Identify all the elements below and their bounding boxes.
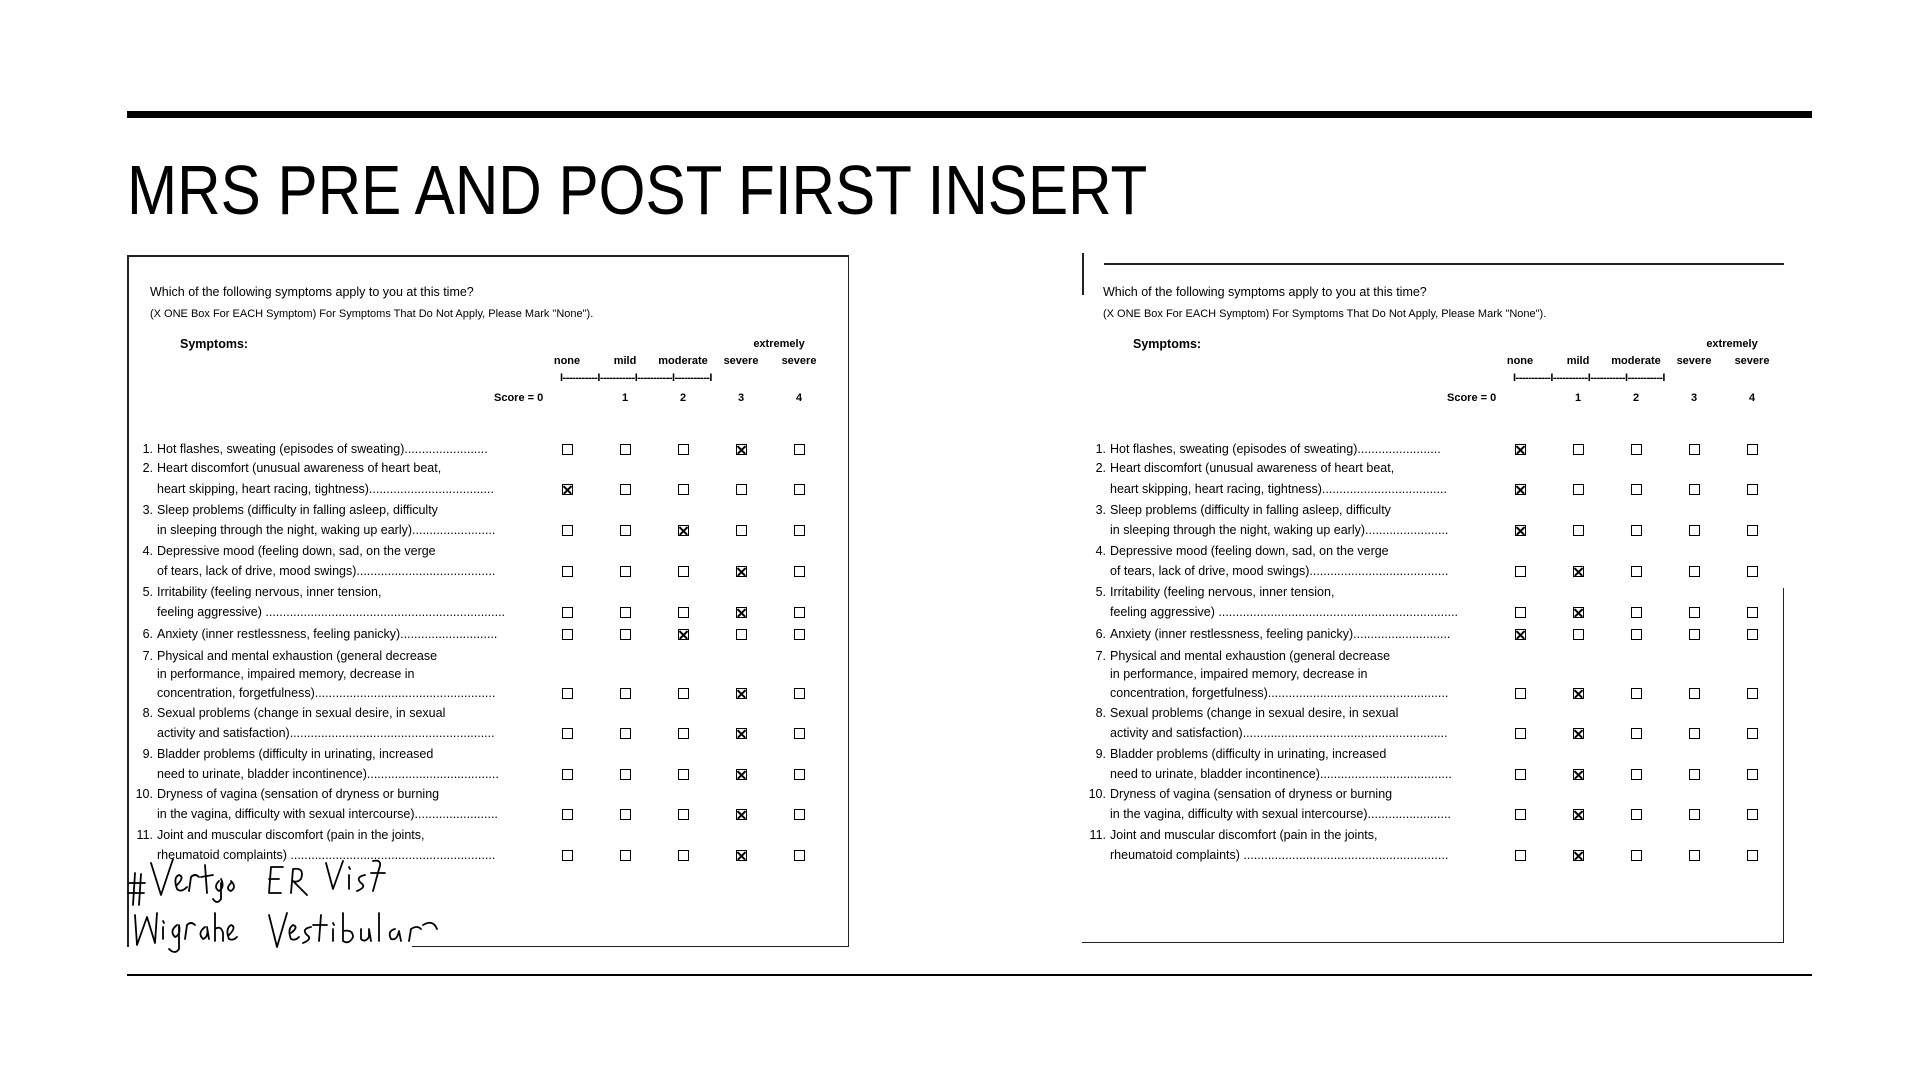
checkbox[interactable] [794, 769, 805, 780]
checkbox[interactable] [562, 809, 573, 820]
scale-label: mild [1566, 355, 1590, 367]
checkbox-checked[interactable] [1515, 629, 1526, 640]
item-number: 2. [142, 461, 153, 475]
post-questionnaire-scan [1082, 253, 1784, 943]
item-number: 8. [142, 706, 153, 720]
checkbox[interactable] [1631, 769, 1642, 780]
score-number: 3 [737, 392, 745, 404]
checkbox[interactable] [1631, 688, 1642, 699]
checkbox[interactable] [620, 629, 631, 640]
checkbox[interactable] [1631, 607, 1642, 618]
checkbox[interactable] [562, 688, 573, 699]
checkbox[interactable] [1631, 484, 1642, 495]
checkbox[interactable] [562, 525, 573, 536]
checkbox[interactable] [794, 484, 805, 495]
item-number: 10. [135, 787, 153, 801]
item-text-line: Irritability (feeling nervous, inner tension, [157, 585, 382, 599]
scan-border-right [848, 255, 850, 947]
item-number: 7. [142, 649, 153, 663]
checkbox-checked[interactable] [736, 607, 747, 618]
checkbox[interactable] [794, 728, 805, 739]
item-text-line: heart skipping, heart racing, tightness).................................... [1110, 482, 1447, 496]
checkbox[interactable] [1747, 566, 1758, 577]
checkbox[interactable] [1689, 484, 1700, 495]
checkbox[interactable] [620, 728, 631, 739]
item-number: 4. [1095, 544, 1106, 558]
checkbox[interactable] [1631, 850, 1642, 861]
bottom-rule [127, 974, 1812, 976]
item-text-line: in performance, impaired memory, decrease in [157, 667, 415, 681]
score-label: Score = 0 [494, 392, 544, 404]
item-text-line: in the vagina, difficulty with sexual intercourse)........................ [157, 807, 498, 821]
checkbox[interactable] [1515, 809, 1526, 820]
item-text-line: in sleeping through the night, waking up early)........................ [157, 523, 496, 537]
checkbox[interactable] [1747, 525, 1758, 536]
scan-border-bottom [1082, 942, 1784, 944]
item-text-line: Dryness of vagina (sensation of dryness or burning [1110, 787, 1393, 801]
item-text-line: Physical and mental exhaustion (general decrease [1110, 649, 1391, 663]
item-number: 3. [1095, 503, 1106, 517]
checkbox[interactable] [1747, 728, 1758, 739]
item-text-line: Anxiety (inner restlessness, feeling panicky)............................ [157, 627, 498, 641]
scale-line: I-----------I-----------I-----------I-----------I [1513, 372, 1665, 384]
checkbox-checked[interactable] [1573, 809, 1584, 820]
handwritten-note [121, 853, 461, 963]
checkbox[interactable] [736, 484, 747, 495]
score-number: 4 [795, 392, 803, 404]
item-text-line: Anxiety (inner restlessness, feeling panicky)............................ [1110, 627, 1451, 641]
item-text-line: Depressive mood (feeling down, sad, on the verge [157, 544, 436, 558]
checkbox[interactable] [620, 607, 631, 618]
item-text-line: Joint and muscular discomfort (pain in the joints, [157, 828, 425, 842]
checkbox[interactable] [562, 629, 573, 640]
checkbox-checked[interactable] [736, 444, 747, 455]
checkbox[interactable] [1573, 629, 1584, 640]
item-text-line: concentration, forgetfulness).................................................... [1110, 686, 1449, 700]
checkbox[interactable] [1747, 688, 1758, 699]
checkbox[interactable] [620, 688, 631, 699]
form-question: Which of the following symptoms apply to you at this time? [1103, 285, 1427, 299]
checkbox[interactable] [1689, 850, 1700, 861]
checkbox[interactable] [1689, 728, 1700, 739]
checkbox[interactable] [620, 566, 631, 577]
checkbox[interactable] [1747, 484, 1758, 495]
scale-label: none [1506, 355, 1534, 367]
checkbox-checked[interactable] [1573, 728, 1584, 739]
scan-border-right [1783, 588, 1785, 943]
item-text-line: of tears, lack of drive, mood swings)........................................ [1110, 564, 1449, 578]
checkbox[interactable] [1631, 728, 1642, 739]
checkbox[interactable] [678, 688, 689, 699]
item-text-line: Heart discomfort (unusual awareness of heart beat, [157, 461, 442, 475]
item-text-line: Joint and muscular discomfort (pain in the joints, [1110, 828, 1378, 842]
item-text-line: Dryness of vagina (sensation of dryness or burning [157, 787, 440, 801]
checkbox-checked[interactable] [736, 688, 747, 699]
checkbox[interactable] [1689, 607, 1700, 618]
scale-label: severe [781, 355, 817, 367]
item-number: 11. [1089, 828, 1106, 842]
checkbox[interactable] [620, 444, 631, 455]
checkbox[interactable] [1747, 629, 1758, 640]
checkbox[interactable] [678, 566, 689, 577]
scale-label: severe [1734, 355, 1770, 367]
item-number: 4. [142, 544, 153, 558]
item-text-line: rheumatoid complaints) ........................................................... [1110, 848, 1449, 862]
checkbox-checked[interactable] [1573, 850, 1584, 861]
item-number: 9. [142, 747, 153, 761]
item-text-line: in sleeping through the night, waking up early)........................ [1110, 523, 1449, 537]
checkbox[interactable] [678, 769, 689, 780]
symptoms-heading: Symptoms: [180, 337, 249, 351]
item-number: 6. [1095, 627, 1106, 641]
item-text-line: Physical and mental exhaustion (general decrease [157, 649, 438, 663]
checkbox[interactable] [1573, 525, 1584, 536]
score-number: 1 [1574, 392, 1582, 404]
scan-border-top [1104, 263, 1784, 265]
checkbox[interactable] [1631, 629, 1642, 640]
checkbox-checked[interactable] [1573, 688, 1584, 699]
item-text-line: rheumatoid complaints) ........................................................... [157, 848, 496, 862]
scan-border-left [1082, 253, 1084, 295]
score-number: 4 [1748, 392, 1756, 404]
checkbox[interactable] [736, 525, 747, 536]
item-text-line: Hot flashes, sweating (episodes of sweating)........................ [157, 442, 488, 456]
checkbox-checked[interactable] [678, 525, 689, 536]
checkbox-checked[interactable] [1515, 484, 1526, 495]
item-text-line: Bladder problems (difficulty in urinating, increased [157, 747, 434, 761]
checkbox[interactable] [562, 607, 573, 618]
item-text-line: activity and satisfaction)........................................................... [1110, 726, 1448, 740]
checkbox[interactable] [1515, 607, 1526, 618]
item-text-line: need to urinate, bladder incontinence)...................................... [1110, 767, 1452, 781]
top-rule [127, 111, 1812, 118]
checkbox-checked[interactable] [1515, 525, 1526, 536]
checkbox[interactable] [1747, 607, 1758, 618]
checkbox[interactable] [620, 769, 631, 780]
item-number: 5. [142, 585, 153, 599]
item-number: 7. [1095, 649, 1106, 663]
item-number: 8. [1095, 706, 1106, 720]
score-number: 1 [621, 392, 629, 404]
item-text-line: in performance, impaired memory, decrease in [1110, 667, 1368, 681]
item-text-line: Sleep problems (difficulty in falling asleep, difficulty [157, 503, 438, 517]
item-text-line: feeling aggressive) ..................................................................... [157, 605, 506, 619]
checkbox[interactable] [1515, 769, 1526, 780]
checkbox[interactable] [562, 444, 573, 455]
item-text-line: Sexual problems (change in sexual desire, in sexual [1110, 706, 1399, 720]
checkbox[interactable] [1515, 566, 1526, 577]
checkbox-checked[interactable] [736, 566, 747, 577]
checkbox-checked[interactable] [1515, 444, 1526, 455]
checkbox[interactable] [794, 566, 805, 577]
score-number: 3 [1690, 392, 1698, 404]
item-text-line: need to urinate, bladder incontinence)...................................... [157, 767, 499, 781]
checkbox[interactable] [562, 850, 573, 861]
score-number: 2 [1632, 392, 1640, 404]
item-text-line: Hot flashes, sweating (episodes of sweating)........................ [1110, 442, 1441, 456]
checkbox[interactable] [1747, 769, 1758, 780]
item-number: 3. [142, 503, 153, 517]
checkbox[interactable] [678, 850, 689, 861]
checkbox[interactable] [620, 809, 631, 820]
checkbox[interactable] [1631, 444, 1642, 455]
checkbox[interactable] [1689, 629, 1700, 640]
item-text-line: activity and satisfaction)........................................................... [157, 726, 495, 740]
scale-label: severe [1676, 355, 1712, 367]
checkbox[interactable] [1689, 688, 1700, 699]
item-number: 6. [142, 627, 153, 641]
checkbox[interactable] [1689, 769, 1700, 780]
item-text-line: heart skipping, heart racing, tightness).................................... [157, 482, 494, 496]
checkbox[interactable] [678, 809, 689, 820]
score-number: 2 [679, 392, 687, 404]
item-number: 2. [1095, 461, 1106, 475]
item-number: 1. [1095, 442, 1106, 456]
form-question: Which of the following symptoms apply to you at this time? [150, 285, 474, 299]
checkbox[interactable] [1515, 850, 1526, 861]
scan-border-left [127, 255, 129, 947]
scale-label: moderate [1611, 355, 1661, 367]
checkbox[interactable] [678, 728, 689, 739]
checkbox[interactable] [736, 629, 747, 640]
checkbox[interactable] [678, 444, 689, 455]
checkbox[interactable] [1689, 566, 1700, 577]
checkbox[interactable] [620, 850, 631, 861]
item-text-line: Sexual problems (change in sexual desire, in sexual [157, 706, 446, 720]
scan-border-top [127, 255, 849, 257]
checkbox-checked[interactable] [1573, 607, 1584, 618]
form-instructions: (X ONE Box For EACH Symptom) For Symptoms That Do Not Apply, Please Mark "None"). [150, 308, 594, 320]
checkbox[interactable] [1573, 444, 1584, 455]
item-text-line: Heart discomfort (unusual awareness of heart beat, [1110, 461, 1395, 475]
checkbox[interactable] [1747, 809, 1758, 820]
form-instructions: (X ONE Box For EACH Symptom) For Symptoms That Do Not Apply, Please Mark "None"). [1103, 308, 1547, 320]
checkbox[interactable] [794, 444, 805, 455]
checkbox[interactable] [794, 607, 805, 618]
checkbox[interactable] [562, 566, 573, 577]
checkbox[interactable] [794, 688, 805, 699]
checkbox[interactable] [562, 769, 573, 780]
pre-questionnaire-scan [127, 255, 849, 947]
checkbox[interactable] [1747, 444, 1758, 455]
item-text-line: Irritability (feeling nervous, inner tension, [1110, 585, 1335, 599]
checkbox-checked[interactable] [736, 728, 747, 739]
checkbox[interactable] [678, 607, 689, 618]
symptoms-heading: Symptoms: [1133, 337, 1202, 351]
checkbox-checked[interactable] [562, 484, 573, 495]
item-text-line: feeling aggressive) ..................................................................... [1110, 605, 1459, 619]
checkbox[interactable] [620, 525, 631, 536]
checkbox-checked[interactable] [736, 850, 747, 861]
scan-border-bottom [412, 946, 849, 948]
checkbox[interactable] [794, 525, 805, 536]
checkbox[interactable] [1515, 688, 1526, 699]
checkbox-checked[interactable] [1573, 769, 1584, 780]
checkbox[interactable] [794, 850, 805, 861]
item-text-line: concentration, forgetfulness).................................................... [157, 686, 496, 700]
checkbox[interactable] [620, 484, 631, 495]
item-number: 10. [1088, 787, 1106, 801]
checkbox-checked[interactable] [1573, 566, 1584, 577]
checkbox[interactable] [562, 728, 573, 739]
checkbox[interactable] [678, 484, 689, 495]
item-text-line: Sleep problems (difficulty in falling asleep, difficulty [1110, 503, 1391, 517]
scale-label: mild [613, 355, 637, 367]
checkbox[interactable] [1631, 525, 1642, 536]
checkbox-checked[interactable] [678, 629, 689, 640]
checkbox[interactable] [1689, 444, 1700, 455]
checkbox[interactable] [1631, 809, 1642, 820]
scale-label: moderate [658, 355, 708, 367]
scale-label: none [553, 355, 581, 367]
checkbox[interactable] [1573, 484, 1584, 495]
score-label: Score = 0 [1447, 392, 1497, 404]
item-text-line: of tears, lack of drive, mood swings)........................................ [157, 564, 496, 578]
checkbox[interactable] [1747, 850, 1758, 861]
scale-label-extremely: extremely [753, 338, 805, 350]
item-number: 9. [1095, 747, 1106, 761]
item-text-line: in the vagina, difficulty with sexual intercourse)........................ [1110, 807, 1451, 821]
checkbox-checked[interactable] [736, 769, 747, 780]
item-number: 11. [136, 828, 153, 842]
scale-line: I-----------I-----------I-----------I-----------I [560, 372, 712, 384]
checkbox-checked[interactable] [736, 809, 747, 820]
scale-label: severe [723, 355, 759, 367]
slide-title: MRS PRE AND POST FIRST INSERT [127, 151, 1148, 229]
checkbox[interactable] [1631, 566, 1642, 577]
item-number: 5. [1095, 585, 1106, 599]
checkbox[interactable] [794, 809, 805, 820]
checkbox[interactable] [1515, 728, 1526, 739]
item-text-line: Depressive mood (feeling down, sad, on the verge [1110, 544, 1389, 558]
checkbox[interactable] [794, 629, 805, 640]
item-number: 1. [142, 442, 153, 456]
checkbox[interactable] [1689, 525, 1700, 536]
item-text-line: Bladder problems (difficulty in urinating, increased [1110, 747, 1387, 761]
scale-label-extremely: extremely [1706, 338, 1758, 350]
checkbox[interactable] [1689, 809, 1700, 820]
